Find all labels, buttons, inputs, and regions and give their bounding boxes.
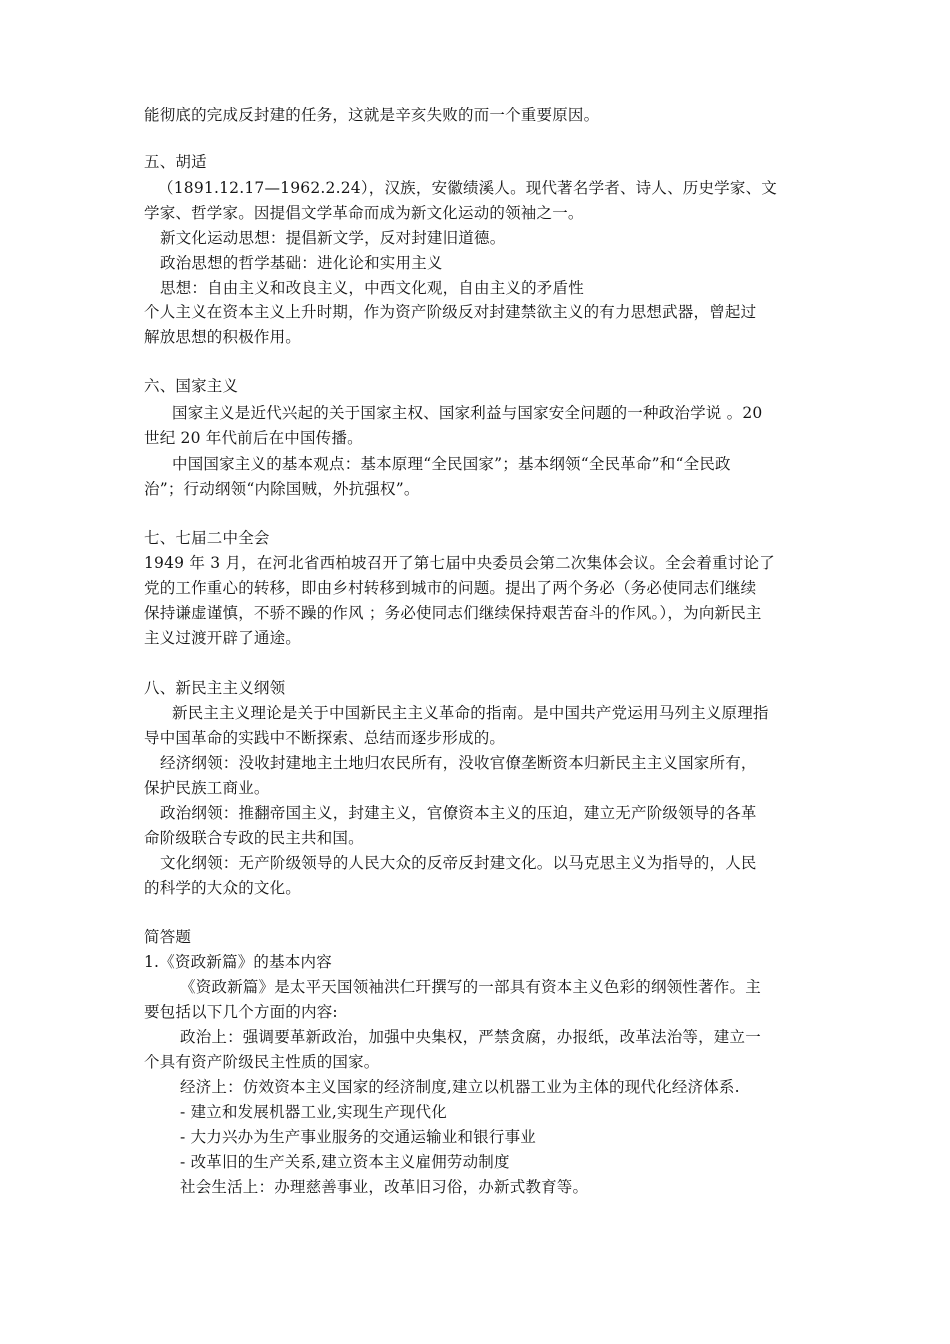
text-line: 学家、哲学家。因提倡文学革命而成为新文化运动的领袖之一。 <box>144 204 584 222</box>
section-heading: 六、国家主义 <box>144 377 239 395</box>
section-heading: 简答题 <box>144 928 192 946</box>
section-heading: 八、新民主主义纲领 <box>144 679 286 697</box>
text-line: 世纪 20 年代前后在中国传播。 <box>144 429 363 447</box>
text-line: 新文化运动思想：提倡新文学，反对封建旧道德。 <box>160 229 506 247</box>
text-line: 政治上：强调要革新政治，加强中央集权，严禁贪腐，办报纸，改革法治等，建立一 <box>180 1028 761 1046</box>
text-line: 思想：自由主义和改良主义，中西文化观，自由主义的矛盾性 <box>160 279 584 297</box>
text-line: 要包括以下几个方面的内容: <box>144 1003 338 1021</box>
text-line: 1949 年 3 月，在河北省西柏坡召开了第七届中央委员会第二次集体会议。全会着重讨论了 <box>144 554 775 572</box>
list-item: - 大力兴办为生产事业服务的交通运输业和银行事业 <box>180 1128 536 1146</box>
text-line: 主义过渡开辟了通途。 <box>144 629 302 647</box>
text-line: 保持谦虚谨慎，不骄不躁的作风 ；务必使同志们继续保持艰苦奋斗的作风。），为向新民主 <box>144 604 762 622</box>
text-line: 保护民族工商业。 <box>144 779 270 797</box>
text-line: 经济上：仿效资本主义国家的经济制度,建立以机器工业为主体的现代化经济体系. <box>180 1078 740 1096</box>
text-line: 社会生活上：办理慈善事业，改革旧习俗，办新式教育等。 <box>180 1178 589 1196</box>
section-heading: 五、胡适 <box>144 153 207 171</box>
text-line: 能彻底的完成反封建的任务，这就是辛亥失败的而一个重要原因。 <box>144 106 600 124</box>
list-item: - 建立和发展机器工业,实现生产现代化 <box>180 1103 447 1121</box>
text-line: 政治思想的哲学基础：进化论和实用主义 <box>160 254 443 272</box>
text-line: 个具有资产阶级民主性质的国家。 <box>144 1053 380 1071</box>
text-line: 命阶级联合专政的民主共和国。 <box>144 829 364 847</box>
text-line: 政治纲领：推翻帝国主义，封建主义，官僚资本主义的压迫，建立无产阶级领导的各革 <box>160 804 757 822</box>
text-line: 中国国家主义的基本观点：基本原理“全民国家”；基本纲领“全民革命”和“全民政 <box>172 455 731 473</box>
text-line: 国家主义是近代兴起的关于国家主权、国家利益与国家安全问题的一种政治学说 。20 <box>172 404 763 422</box>
list-item: - 改革旧的生产关系,建立资本主义雇佣劳动制度 <box>180 1153 510 1171</box>
text-line: 导中国革命的实践中不断探索、总结而逐步形成的。 <box>144 729 506 747</box>
text-line: 党的工作重心的转移，即由乡村转移到城市的问题。提出了两个务必（务必使同志们继续 <box>144 579 757 597</box>
text-line: 《资政新篇》是太平天国领袖洪仁玕撰写的一部具有资本主义色彩的纲领性著作。主 <box>180 978 761 996</box>
text-line: 经济纲领：没收封建地主土地归农民所有，没收官僚垄断资本归新民主主义国家所有， <box>160 754 757 772</box>
text-line: （1891.12.17—1962.2.24），汉族，安徽绩溪人。现代著名学者、诗人、历史学家、文 <box>158 179 777 197</box>
text-line: 解放思想的积极作用。 <box>144 328 302 346</box>
text-line: 个人主义在资本主义上升时期，作为资产阶级反对封建禁欲主义的有力思想武器，曾起过 <box>144 303 757 321</box>
subsection-heading: 1.《资政新篇》的基本内容 <box>144 953 332 971</box>
text-line: 的科学的大众的文化。 <box>144 879 302 897</box>
section-heading: 七、七届二中全会 <box>144 529 270 547</box>
text-line: 治”；行动纲领“内除国贼，外抗强权”。 <box>144 480 420 498</box>
text-line: 文化纲领：无产阶级领导的人民大众的反帝反封建文化。以马克思主义为指导的，人民 <box>160 854 757 872</box>
text-line: 新民主主义理论是关于中国新民主主义革命的指南。是中国共产党运用马列主义原理指 <box>172 704 769 722</box>
